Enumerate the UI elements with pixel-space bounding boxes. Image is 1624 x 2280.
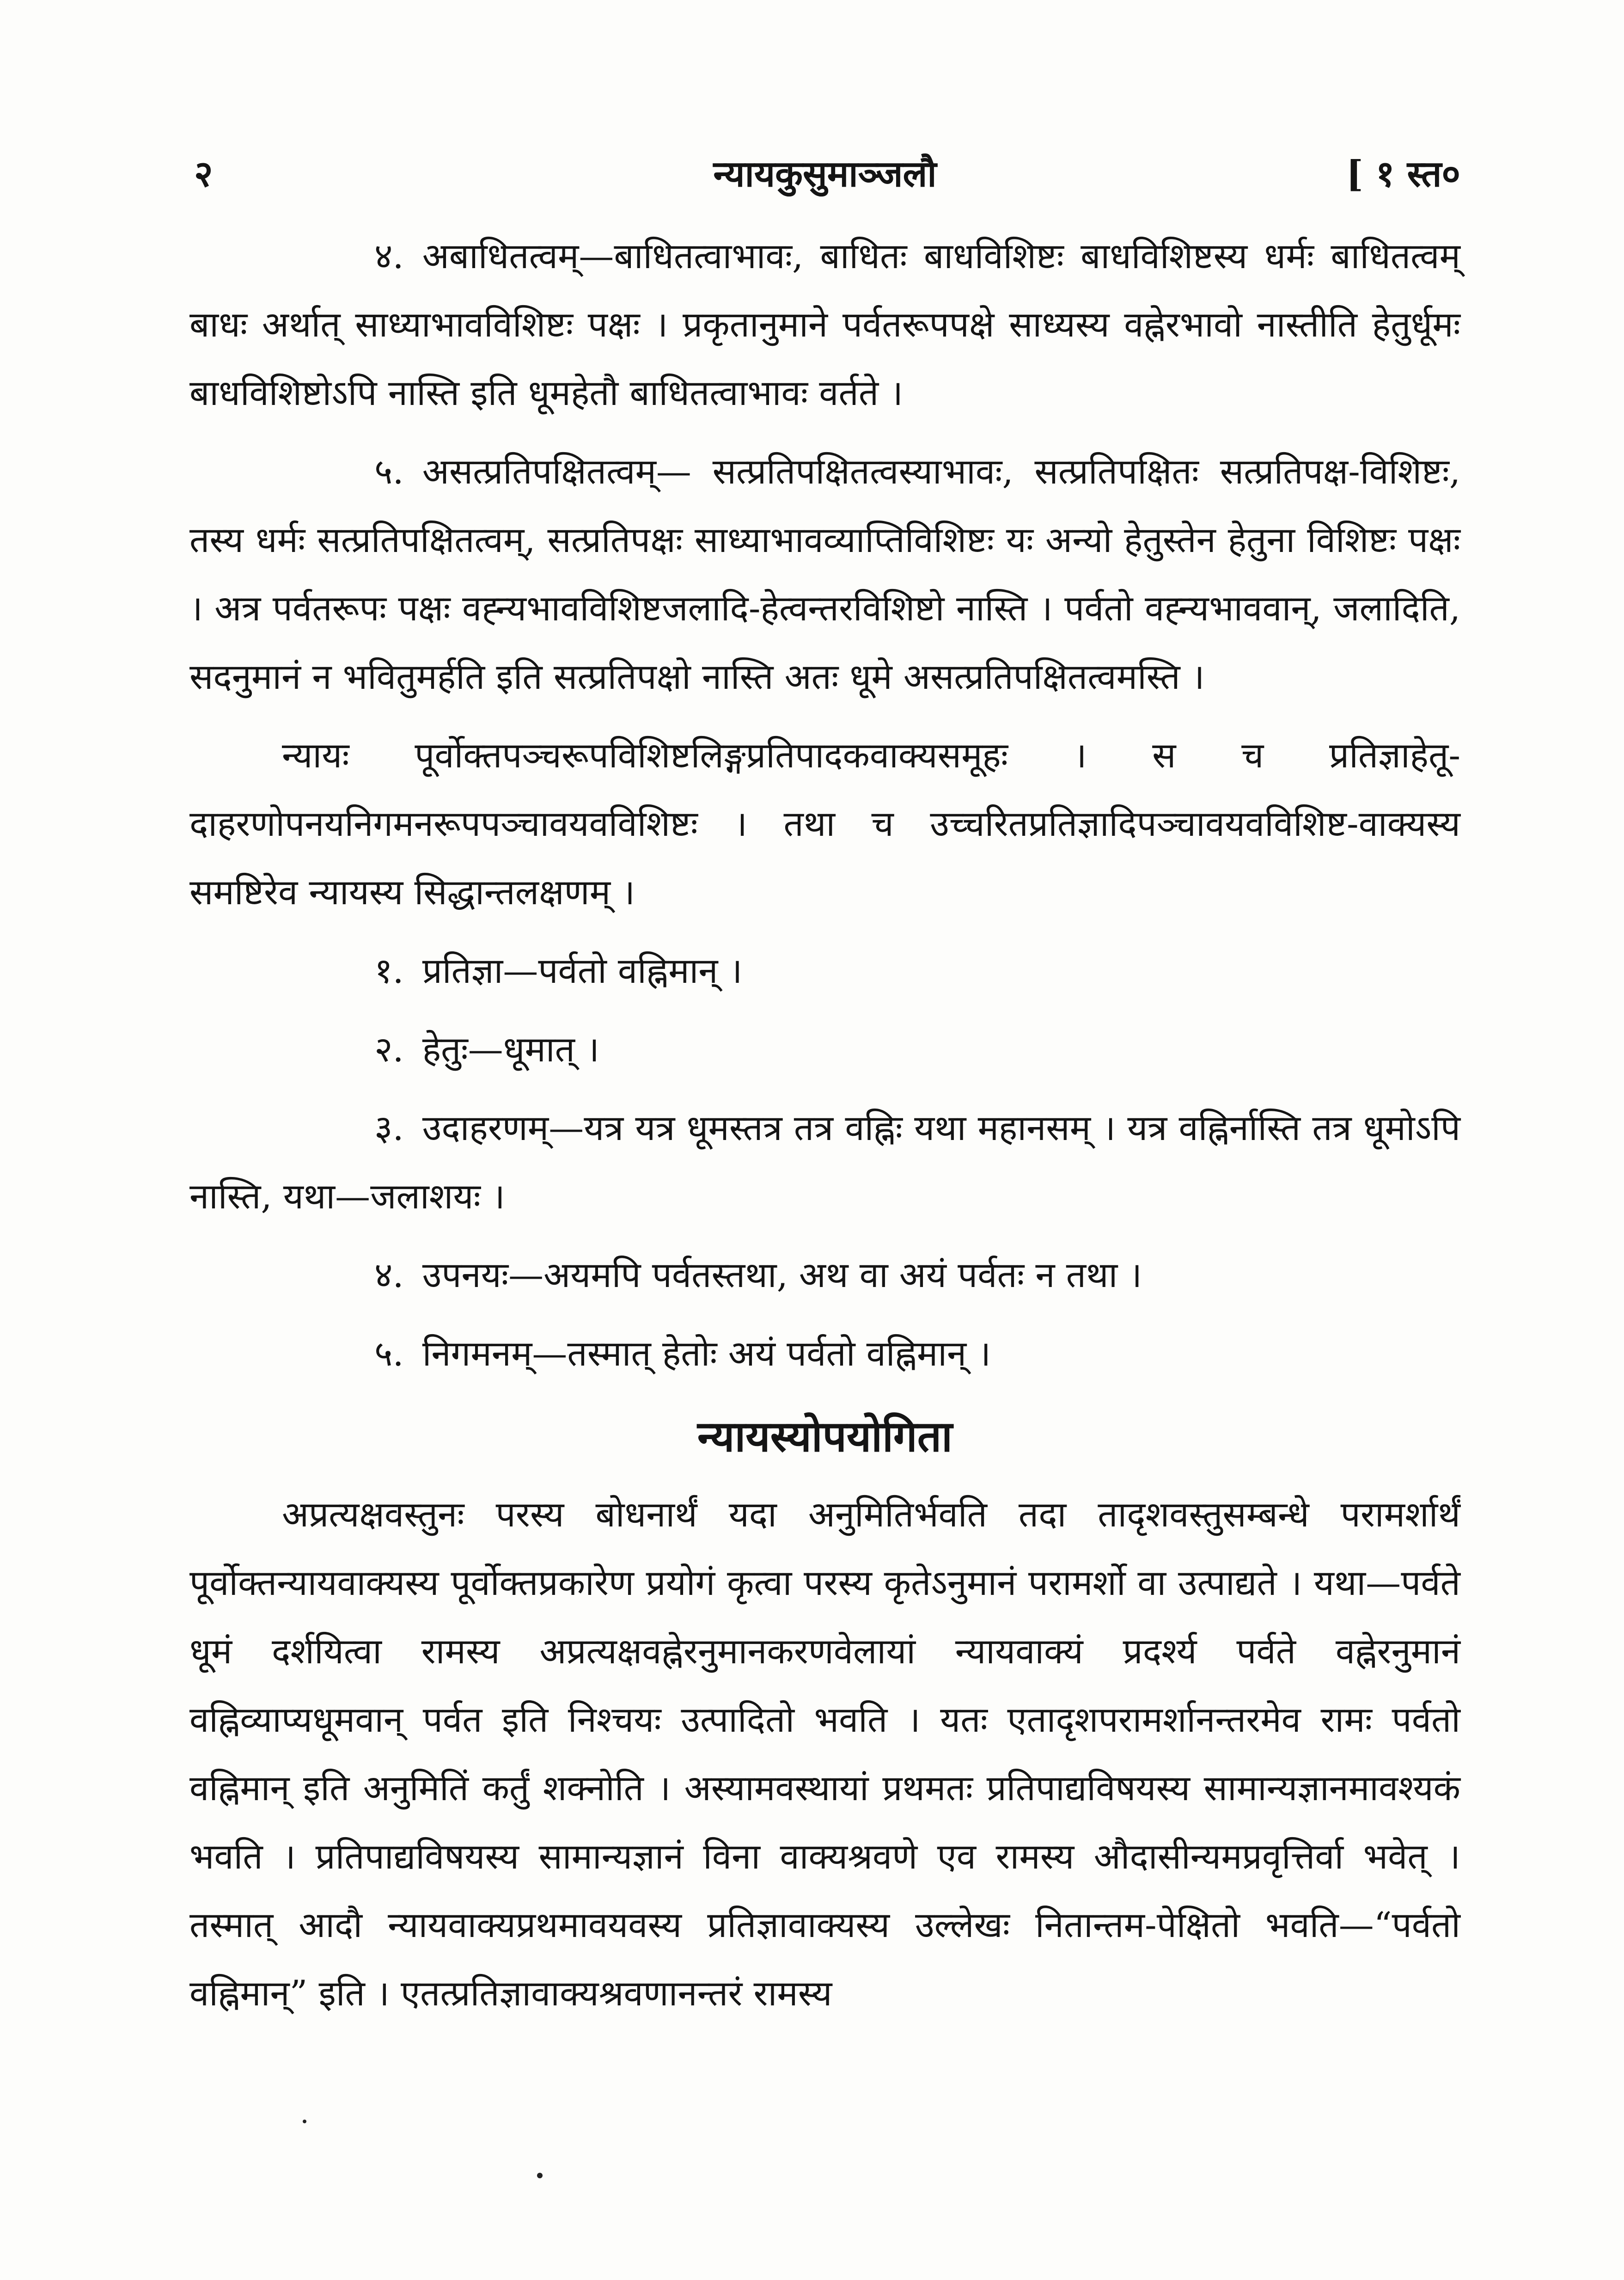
- list-item: [189, 222, 1460, 427]
- item-number: ४.: [374, 1254, 404, 1295]
- item-text: उदाहरणम्—यत्र यत्र धूमस्तत्र तत्र वह्निः यथा महानसम् । यत्र वह्निर्नास्ति तत्र धूमोऽपि नास्ति, यथा—जलाशयः ।: [189, 1107, 1460, 1217]
- item-number: ४.: [374, 235, 404, 276]
- avayava-item: [189, 1319, 1460, 1388]
- item-text: उपनयः—अयमपि पर्वतस्तथा, अथ वा अयं पर्वतः न तथा ।: [422, 1254, 1142, 1295]
- item-number: १.: [374, 950, 404, 991]
- item-text: प्रतिज्ञा—पर्वतो वह्निमान् ।: [422, 950, 743, 991]
- avayava-item: [189, 937, 1460, 1005]
- item-number: ५.: [374, 1333, 404, 1374]
- item-text: निगमनम्—तस्मात् हेतोः अयं पर्वतो वह्निमान् ।: [422, 1333, 991, 1374]
- page-number: २: [194, 153, 213, 195]
- item-number: ३.: [374, 1107, 404, 1148]
- main-text: [189, 222, 1460, 2038]
- avayava-item: [189, 1015, 1460, 1084]
- running-title: न्यायकुसुमाञ्जलौ: [713, 153, 937, 195]
- section-heading: न्यायस्योपयोगिता: [697, 1411, 952, 1461]
- print-speck: [537, 2173, 543, 2178]
- nyaya-definition-paragraph: न्यायः पूर्वोक्तपञ्चरूपविशिष्टलिङ्गप्रतिपादकवाक्यसमूहः । स च प्रतिज्ञाहेतू-दाहरणोपनयनिगमनरूपपञ्चावयवविशिष्टः । तथा च उच्चरितप्रतिज्ञादिपञ्चावयवविशिष्ट-वाक्यस्य समष्टिरेव न्यायस्य सिद्धान्तलक्षणम् ।: [189, 735, 1460, 913]
- item-text: अबाधितत्वम्—बाधितत्वाभावः, बाधितः बाधविशिष्टः बाधविशिष्टस्य धर्मः बाधितत्वम् बाधः अर्थात् साध्याभावविशिष्टः पक्षः । प्रकृतानुमाने पर्वतरूपपक्षे साध्यस्य वह्नेरभावो नास्तीति हेतुर्धूमः बाधविशिष्टोऽपि नास्ति इति धूमहेतौ बाधितत्वाभावः वर्तते ।: [189, 235, 1460, 413]
- print-speck: [303, 2120, 306, 2123]
- section-reference: [ १ स्त०: [1346, 153, 1460, 195]
- item-number: २.: [374, 1029, 404, 1070]
- item-number: ५.: [374, 451, 404, 492]
- list-item: [189, 437, 1460, 711]
- item-text: हेतुः—धूमात् ।: [422, 1029, 599, 1070]
- body-paragraph: अप्रत्यक्षवस्तुनः परस्य बोधनार्थं यदा अनुमितिर्भवति तदा तादृशवस्तुसम्बन्धे परामर्शार्थं पूर्वोक्तन्यायवाक्यस्य पूर्वोक्तप्रकारेण प्रयोगं कृत्वा परस्य कृतेऽनुमानं परामर्शो वा उत्पाद्यते । यथा—पर्वते धूमं दर्शयित्वा रामस्य अप्रत्यक्षवह्नेरनुमानकरणवेलायां न्यायवाक्यं प्रदर्श्य पर्वते वह्नेरनुमानं वह्निव्याप्यधूमवान् पर्वत इति निश्चयः उत्पादितो भवति । यतः एतादृशपरामर्शानन्तरमेव रामः पर्वतो वह्निमान् इति अनुमितिं कर्तुं शक्नोति । अस्यामवस्थायां प्रथमतः प्रतिपाद्यविषयस्य सामान्यज्ञानमावश्यकं भवति । प्रतिपाद्यविषयस्य सामान्यज्ञानं विना वाक्यश्रवणे एव रामस्य औदासीन्यमप्रवृत्तिर्वा भवेत् । तस्मात् आदौ न्यायवाक्यप्रथमावयवस्य प्रतिज्ञावाक्यस्य उल्लेखः नितान्तम-पेक्षितो भवति—“पर्वतो वह्निमान्” इति । एतत्प्रतिज्ञावाक्यश्रवणानन्तरं रामस्य: [189, 1494, 1460, 2014]
- avayava-item: [189, 1094, 1460, 1231]
- item-text: असत्प्रतिपक्षितत्वम्— सत्प्रतिपक्षितत्वस्याभावः, सत्प्रतिपक्षितः सत्प्रतिपक्ष-विशिष्टः, तस्य धर्मः सत्प्रतिपक्षितत्वम्, सत्प्रतिपक्षः साध्याभावव्याप्तिविशिष्टः यः अन्यो हेतुस्तेन हेतुना विशिष्टः पक्षः । अत्र पर्वतरूपः पक्षः वह्न्यभावविशिष्टजलादि-हेत्वन्तरविशिष्टो नास्ति । पर्वतो वह्न्यभाववान्, जलादिति, सदनुमानं न भवितुमर्हति इति सत्प्रतिपक्षो नास्ति अतः धूमे असत्प्रतिपक्षितत्वमस्ति ।: [189, 451, 1460, 697]
- avayava-item: [189, 1241, 1460, 1309]
- page-header: [189, 139, 1460, 194]
